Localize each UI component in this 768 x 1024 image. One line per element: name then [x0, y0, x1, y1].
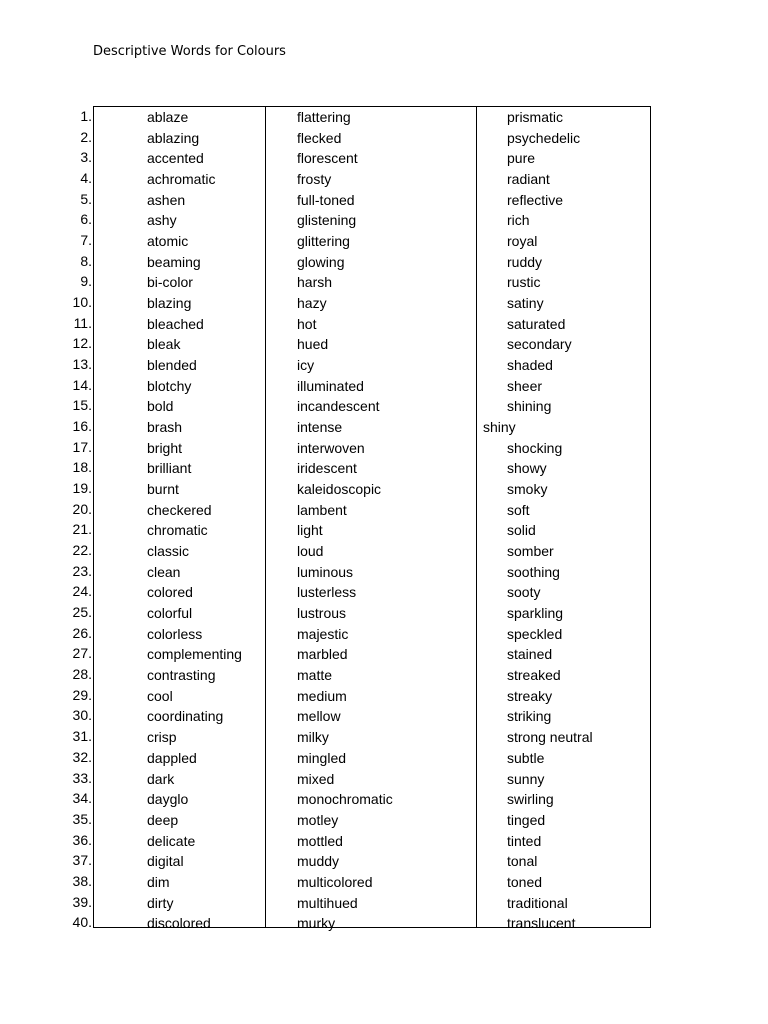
word-cell: traditional: [507, 894, 568, 911]
word-cell: psychedelic: [507, 129, 581, 146]
word-cell: delicate: [147, 832, 196, 849]
word-cell: murky: [297, 915, 336, 932]
word-cell: beaming: [147, 253, 201, 270]
word-cell: complementing: [147, 646, 242, 663]
word-cell: colored: [147, 584, 193, 601]
word-cell: reflective: [507, 191, 564, 208]
word-cell: hued: [297, 336, 329, 353]
word-cell: marbled: [297, 646, 348, 663]
word-cell: toned: [507, 873, 543, 890]
word-cell: shining: [507, 398, 552, 415]
row-numbers: [60, 106, 94, 933]
row-number: 11.: [73, 314, 92, 331]
word-cell: solid: [507, 522, 536, 539]
row-number: 38.: [72, 872, 92, 889]
word-cell: somber: [507, 543, 554, 560]
word-cell: tinged: [507, 811, 546, 828]
word-column-2: [266, 107, 477, 932]
word-cell: speckled: [507, 625, 563, 642]
word-cell: colorless: [147, 625, 203, 642]
word-cell: translucent: [507, 915, 576, 932]
word-cell: light: [297, 522, 323, 539]
row-number: 5.: [80, 190, 92, 207]
word-cell: multicolored: [297, 873, 373, 890]
word-cell: blotchy: [147, 377, 192, 394]
word-cell: blended: [147, 357, 197, 374]
word-cell: digital: [147, 853, 184, 870]
word-cell: secondary: [507, 336, 572, 353]
row-number: 20.: [72, 500, 92, 517]
word-cell: bi-color: [147, 274, 193, 291]
row-number: 26.: [72, 624, 92, 641]
word-cell: shocking: [507, 439, 563, 456]
row-number: 9.: [80, 273, 92, 290]
row-number: 22.: [72, 542, 92, 559]
word-cell: chromatic: [147, 522, 208, 539]
word-cell: checkered: [147, 501, 212, 518]
row-number: 37.: [72, 852, 92, 869]
row-number: 4.: [80, 170, 92, 187]
row-number: 14.: [72, 376, 92, 393]
word-cell: glowing: [297, 253, 345, 270]
word-cell: monochromatic: [297, 791, 393, 808]
row-number: 15.: [72, 397, 92, 414]
word-cell: matte: [297, 667, 333, 684]
word-cell: tinted: [507, 832, 542, 849]
word-column-1: [94, 107, 266, 932]
word-cell: lusterless: [297, 584, 357, 601]
word-cell: streaked: [507, 667, 561, 684]
word-cell: frosty: [297, 171, 332, 188]
word-cell: blazing: [147, 295, 192, 312]
word-cell: sooty: [507, 584, 541, 601]
word-cell: glistening: [297, 212, 357, 229]
word-cell: majestic: [297, 625, 349, 642]
word-cell: rich: [507, 212, 530, 229]
word-cell: saturated: [507, 315, 566, 332]
word-cell: muddy: [297, 853, 340, 870]
row-number: 29.: [72, 686, 92, 703]
row-number: 32.: [72, 748, 92, 765]
word-cell: royal: [507, 233, 538, 250]
word-cell: full-toned: [297, 191, 355, 208]
row-number: 18.: [72, 459, 92, 476]
word-cell: smoky: [507, 481, 548, 498]
row-number: 25.: [72, 604, 92, 621]
word-cell: satiny: [507, 295, 544, 312]
word-cell: mottled: [297, 832, 343, 849]
word-cell: burnt: [147, 481, 179, 498]
word-cell: pure: [507, 150, 536, 167]
row-number: 1.: [80, 108, 92, 124]
row-number: 36.: [72, 831, 92, 848]
word-cell: mellow: [297, 708, 341, 725]
word-cell: clean: [147, 563, 181, 580]
word-cell: deep: [147, 811, 179, 828]
word-column-3: [477, 107, 650, 932]
word-cell: sparkling: [507, 605, 564, 622]
row-number: 3.: [80, 149, 92, 166]
word-cell: brash: [147, 419, 183, 436]
word-cell: dark: [147, 770, 175, 787]
word-cell: incandescent: [297, 398, 380, 415]
word-cell: radiant: [507, 171, 550, 188]
row-number: 24.: [72, 583, 92, 600]
document-title: Descriptive Words for Colours: [93, 44, 286, 59]
word-cell: ashy: [147, 212, 177, 229]
word-cell: dayglo: [147, 791, 189, 808]
row-number: 30.: [72, 707, 92, 724]
word-cell: discolored: [147, 915, 211, 932]
word-cell: flattering: [297, 109, 351, 125]
word-cell: dim: [147, 873, 170, 890]
word-cell: classic: [147, 543, 190, 560]
row-number: 39.: [72, 893, 92, 910]
word-cell: intense: [297, 419, 343, 436]
word-cell: contrasting: [147, 667, 216, 684]
word-cell: brilliant: [147, 460, 192, 477]
row-number: 31.: [72, 728, 92, 745]
row-number: 8.: [80, 252, 92, 269]
word-cell: lambent: [297, 501, 347, 518]
row-number: 6.: [80, 211, 92, 228]
word-cell: achromatic: [147, 171, 216, 188]
word-cell: luminous: [297, 563, 354, 580]
word-cell: harsh: [297, 274, 333, 291]
word-cell: stained: [507, 646, 553, 663]
word-cell: ashen: [147, 191, 186, 208]
word-cell: crisp: [147, 729, 177, 746]
word-cell: striking: [507, 708, 552, 725]
word-cell: colorful: [147, 605, 193, 622]
word-cell: coordinating: [147, 708, 224, 725]
word-cell: multihued: [297, 894, 358, 911]
word-cell: accented: [147, 150, 204, 167]
row-number: 7.: [80, 232, 92, 249]
word-cell: shiny: [483, 419, 516, 436]
row-number: 10.: [72, 294, 92, 311]
word-cell: hazy: [297, 295, 327, 312]
row-number: 12.: [72, 335, 92, 352]
word-cell: ablaze: [147, 109, 189, 125]
word-cell: cool: [147, 687, 173, 704]
word-cell: sheer: [507, 377, 543, 394]
word-cell: bleached: [147, 315, 204, 332]
word-cell: mixed: [297, 770, 335, 787]
word-cell: illuminated: [297, 377, 364, 394]
row-number: 19.: [72, 480, 92, 497]
word-cell: iridescent: [297, 460, 357, 477]
row-number: 17.: [72, 438, 92, 455]
word-cell: prismatic: [507, 109, 564, 125]
word-cell: kaleidoscopic: [297, 481, 382, 498]
row-number: 35.: [72, 810, 92, 827]
row-number: 34.: [72, 790, 92, 807]
word-cell: swirling: [507, 791, 554, 808]
word-cell: showy: [507, 460, 547, 477]
word-cell: ablazing: [147, 129, 200, 146]
word-cell: bright: [147, 439, 183, 456]
word-cell: dirty: [147, 894, 174, 911]
word-cell: icy: [297, 357, 315, 374]
row-number: 28.: [72, 666, 92, 683]
word-cell: flecked: [297, 129, 342, 146]
word-cell: motley: [297, 811, 339, 828]
row-number: 33.: [72, 769, 92, 786]
row-number: 2.: [80, 128, 92, 145]
word-cell: soothing: [507, 563, 560, 580]
word-cell: soft: [507, 501, 530, 518]
word-table: [93, 106, 651, 932]
row-number: 16.: [72, 418, 92, 435]
word-cell: rustic: [507, 274, 541, 291]
word-cell: hot: [297, 315, 317, 332]
word-cell: interwoven: [297, 439, 365, 456]
word-cell: bold: [147, 398, 174, 415]
word-cell: florescent: [297, 150, 358, 167]
word-cell: strong neutral: [507, 729, 593, 746]
word-cell: glittering: [297, 233, 350, 250]
row-number: 23.: [72, 562, 92, 579]
word-cell: streaky: [507, 687, 553, 704]
row-number: 40.: [72, 914, 92, 931]
word-cell: subtle: [507, 749, 545, 766]
word-cell: ruddy: [507, 253, 543, 270]
word-cell: loud: [297, 543, 324, 560]
word-cell: atomic: [147, 233, 189, 250]
word-cell: medium: [297, 687, 347, 704]
word-cell: milky: [297, 729, 329, 746]
word-cell: bleak: [147, 336, 181, 353]
word-cell: sunny: [507, 770, 545, 787]
word-cell: dappled: [147, 749, 197, 766]
word-cell: tonal: [507, 853, 538, 870]
word-cell: lustrous: [297, 605, 347, 622]
row-number: 13.: [72, 356, 92, 373]
row-number: 27.: [72, 645, 92, 662]
word-cell: mingled: [297, 749, 347, 766]
word-cell: shaded: [507, 357, 553, 374]
row-number: 21.: [72, 521, 92, 538]
